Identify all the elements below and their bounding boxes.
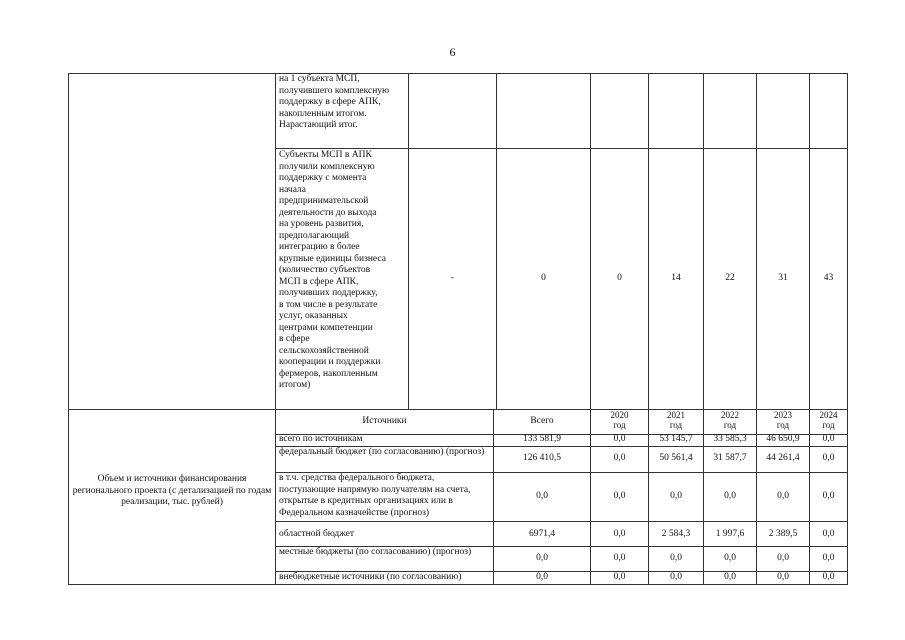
finance-row-total: 0,0 (536, 491, 548, 501)
finance-row-label: федеральный бюджет (по согласованию) (прогноз) (279, 447, 485, 457)
indicator-2-value: 0 (617, 273, 622, 283)
finance-cell: 0,0 (613, 453, 626, 463)
finance-cell: 0,0 (822, 453, 835, 463)
header-year: 2022 год (721, 410, 739, 430)
finance-row-label: областной бюджет (279, 529, 355, 539)
header-sources: Источники (362, 416, 407, 426)
indicator-2-line: предпринимательской (279, 196, 369, 206)
indicator-2-line: (количество субъектов (279, 265, 371, 275)
indicator-2-line: предполагающий (279, 230, 350, 241)
finance-cell: 0,0 (822, 491, 835, 501)
indicator-2-line: сельскохозяйственной (279, 345, 369, 356)
indicator-2-line: в том числе в результате (279, 299, 378, 310)
indicator-2-line: на уровень развития, (279, 219, 364, 229)
finance-cell: 1 997,6 (715, 529, 745, 539)
page-number: 6 (449, 45, 456, 59)
finance-cell: 2 389,5 (768, 529, 798, 539)
indicator-2-line: МСП в сфере АПК, (279, 276, 359, 287)
finance-cell: 2 584,3 (661, 529, 691, 539)
indicator-2-line: начала (279, 184, 306, 195)
indicator-2-text (279, 150, 407, 392)
finance-cell: 0,0 (724, 491, 736, 501)
finance-cell: 0,0 (777, 491, 789, 501)
finance-cell: 0,0 (822, 529, 835, 539)
finance-cell: 33 585,3 (713, 434, 747, 444)
indicator-2-value: 14 (671, 273, 681, 283)
finance-row-total: 0,0 (536, 553, 548, 563)
indicator-2-line: итогом) (279, 380, 311, 390)
indicator-2-line: в сфере (279, 334, 310, 344)
indicator-2-line: центрами компетенции (279, 322, 373, 333)
finance-cell: 31 587,7 (713, 453, 747, 463)
finance-row-total: 133 581,9 (523, 434, 561, 444)
finance-row-total: 0,0 (536, 572, 548, 582)
indicator-2-value: 43 (823, 273, 834, 283)
finance-row-label: местные бюджеты (по согласованию) (прогноз) (279, 547, 472, 557)
indicator-2-line: деятельности до выхода (279, 207, 377, 218)
header-year: 2023 год (774, 410, 792, 430)
finance-cell: 0,0 (670, 572, 682, 582)
indicator-2-line: услуг, оказанных (279, 311, 348, 321)
finance-cell: 0,0 (724, 553, 736, 563)
indicator-2-value: 31 (778, 273, 788, 283)
indicator-2-line: фермеров, накопленным (279, 368, 378, 379)
indicator-2-line: поддержку с момента (279, 173, 367, 183)
finance-cell: 0,0 (613, 491, 626, 501)
finance-cell: 0,0 (670, 491, 682, 501)
finance-cell: 46 650,9 (766, 434, 800, 444)
finance-cell: 0,0 (670, 553, 682, 563)
indicator-2-line: Субъекты МСП в АПК (279, 150, 372, 160)
finance-row-total: 6971,4 (528, 529, 556, 539)
finance-cell: 0,0 (613, 572, 626, 582)
indicator-2-line: получивших поддержку, (279, 288, 378, 298)
indicator-2-value: 22 (725, 273, 735, 283)
header-total: Всего (530, 416, 554, 426)
finance-row-total: 126 410,5 (523, 453, 561, 463)
header-year: 2020 год (610, 410, 629, 430)
finance-cell: 0,0 (613, 434, 626, 444)
finance-cell: 0,0 (777, 553, 789, 563)
indicator-continued-text: на 1 субъекта МСП, получившего комплексную поддержку в сфере АПК, накопленным итогом. Нарастающий итог. (279, 74, 390, 130)
indicator-2-line: получили комплексную (279, 161, 375, 172)
finance-section-label: Объем и источники финансирования регионального проекта (с детализацией по годам реализации, тыс. рублей) (72, 474, 272, 507)
finance-cell: 0,0 (613, 553, 626, 563)
header-year: 2024 год (819, 410, 838, 430)
finance-cell: 0,0 (822, 572, 835, 582)
indicator-2-base: - (450, 273, 455, 283)
finance-cell: 0,0 (613, 529, 626, 539)
finance-row-label: внебюджетные источники (по согласованию) (279, 572, 462, 582)
indicator-2-line: кооперации и поддержки (279, 357, 381, 367)
finance-cell: 44 261,4 (766, 453, 800, 463)
indicator-2-line: крупные единицы бизнеса (279, 253, 386, 264)
header-year: 2021 год (667, 410, 685, 430)
indicator-2-line: интеграцию в более (279, 242, 360, 252)
indicator-2-value: 0 (541, 273, 546, 283)
finance-cell: 0,0 (822, 434, 835, 444)
finance-cell: 50 561,4 (659, 453, 693, 463)
finance-cell: 0,0 (777, 572, 789, 582)
finance-cell: 0,0 (724, 572, 736, 582)
finance-cell: 0,0 (822, 553, 835, 563)
finance-row-label: в т.ч. средства федерального бюджета, поступающие напрямую получателям на счета, открытые в кредитных организациях или в Федеральном казначействе (прогноз) (279, 473, 471, 518)
finance-row-label: всего по источникам (279, 434, 363, 444)
finance-cell: 53 145,7 (659, 434, 693, 444)
